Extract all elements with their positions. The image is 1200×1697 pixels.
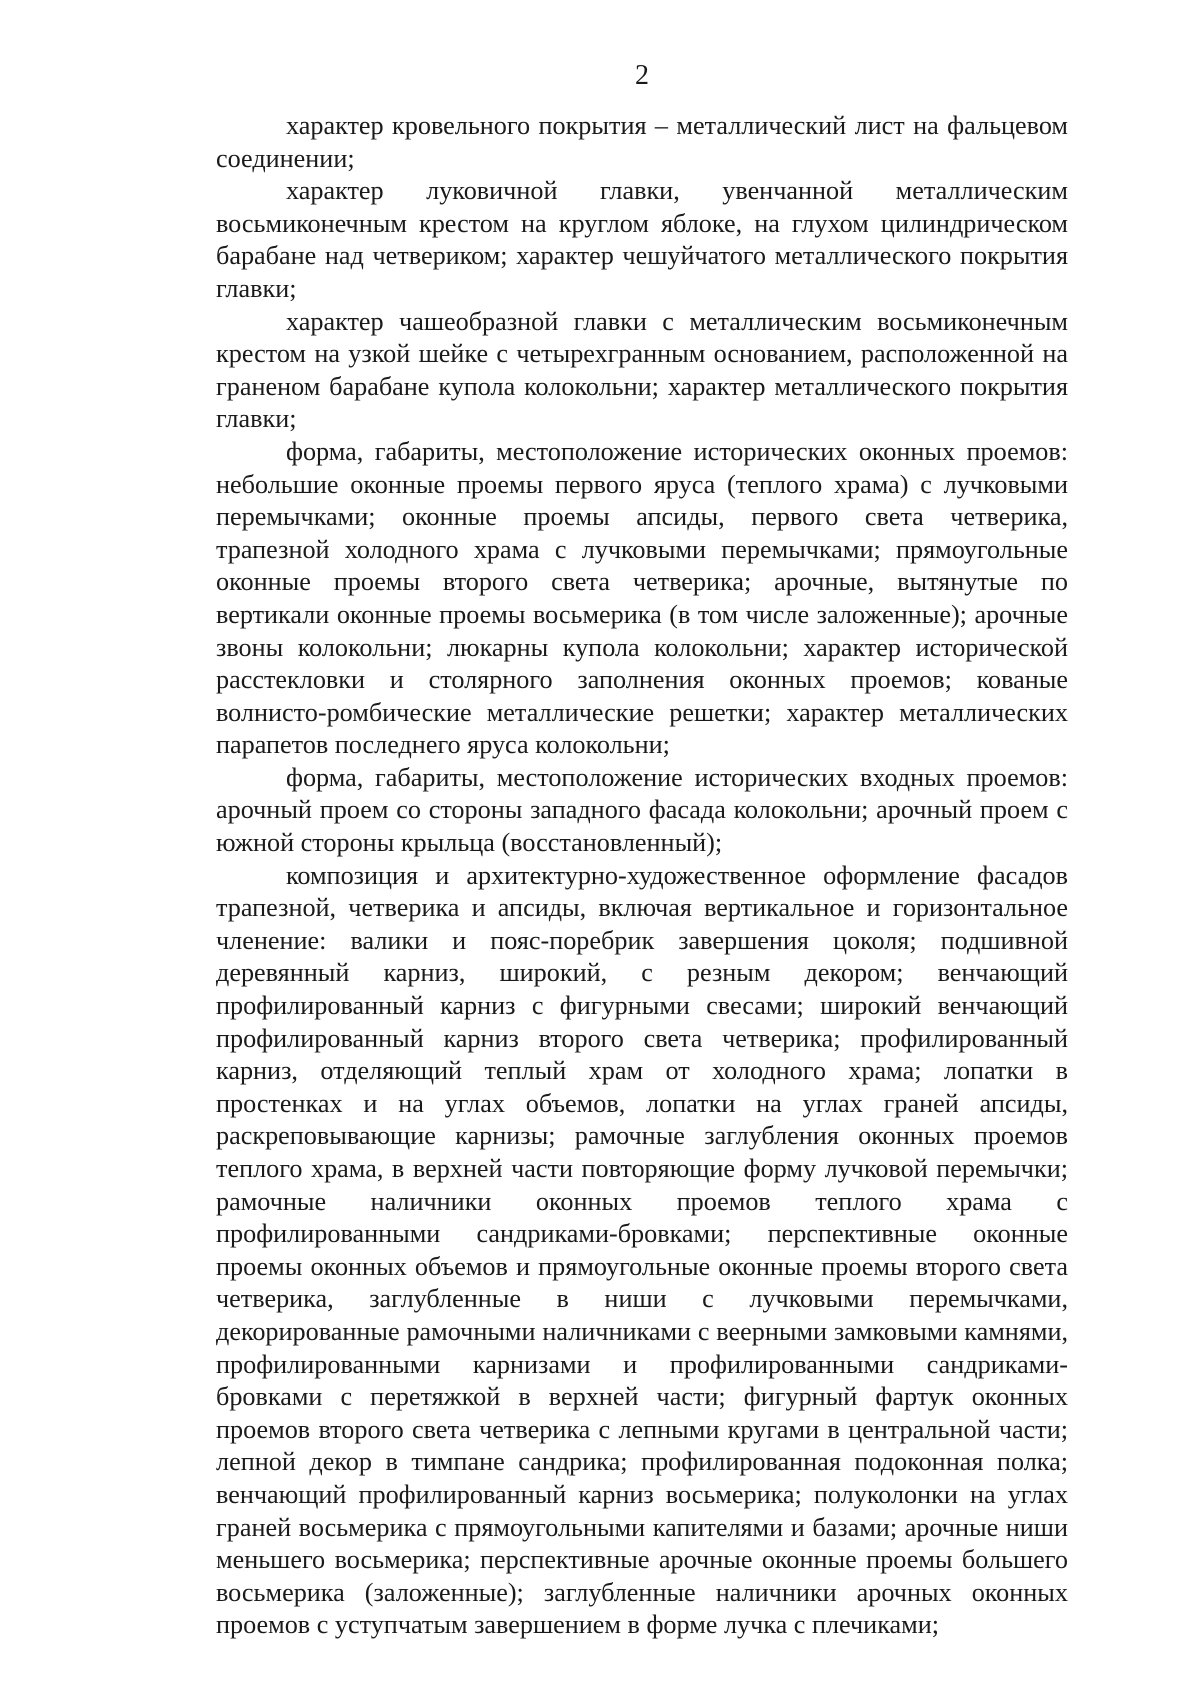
paragraph-facade-composition: композиция и архитектурно-художественное оформление фасадов трапезной, четверика и апсиды, включая вертикальное и горизонтальное членение: валики и пояс-поребрик завершения цоколя; подшивной деревянный карниз, широкий, с резным декором; венчающий профилированный карниз с фигурными свесами; широкий венчающий профилированный карниз второго света четверика; профилированный карниз, отделяющий теплый храм от холодного храма; лопатки в простенках и на углах объемов, лопатки на углах граней апсиды, раскреповывающие карнизы; рамочные заглубления оконных проемов теплого храма, в верхней части повторяющие форму лучковой перемычки; рамочные наличники оконных проемов теплого храма с профилированными сандриками-бровками; перспективные оконные проемы оконных объемов и прямоугольные оконные проемы второго света четверика, заглубленные в ниши с лучковыми перемычками, декорированные рамочными наличниками с веерными замковыми камнями, профилированными карнизами и профилированными сандриками-бровками с перетяжкой в верхней части; фигурный фартук оконных проемов второго света четверика с лепными кругами в центральной части; лепной декор в тимпане сандрика; профилированная подоконная полка; венчающий профилированный карниз восьмерика; полуколонки на углах граней восьмерика с прямоугольными капителями и базами; арочные ниши меньшего восьмерика; перспективные арочные оконные проемы большего восьмерика (заложенные); заглубленные наличники арочных оконных проемов с уступчатым завершением в форме лучка с плечиками; — [216, 860, 1068, 1640]
paragraph-entrance-openings: форма, габариты, местоположение исторических входных проемов: арочный проем со стороны западного фасада колокольни; арочный проем с южной стороны крыльца (восстановленный); — [216, 762, 1068, 858]
paragraph-onion-dome: характер луковичной главки, увенчанной металлическим восьмиконечным крестом на круглом яблоке, на глухом цилиндрическом барабане над четвериком; характер чешуйчатого металлического покрытия главки; — [216, 176, 1068, 303]
document-body — [216, 110, 1068, 1642]
paragraph-window-openings: форма, габариты, местоположение исторических оконных проемов: небольшие оконные проемы первого яруса (теплого храма) с лучковыми перемычками; оконные проемы апсиды, первого света четверика, трапезной холодного храма с лучковыми перемычками; прямоугольные оконные проемы второго света четверика; арочные, вытянутые по вертикали оконные проемы восьмерика (в том числе заложенные); арочные звоны колокольни; люкарны купола колокольни; характер исторической расстекловки и столярного заполнения оконных проемов; кованые волнисто-ромбические металлические решетки; характер металлических парапетов последнего яруса колокольни; — [216, 436, 1068, 760]
paragraph-roof-covering: характер кровельного покрытия – металлический лист на фальцевом соединении; — [216, 111, 1068, 173]
paragraph-bell-tower-dome: характер чашеобразной главки с металлическим восьмиконечным крестом на узкой шейке с четырехгранным основанием, расположенной на граненом барабане купола колокольни; характер металлического покрытия главки; — [216, 306, 1068, 434]
page-number: 2 — [635, 60, 649, 91]
